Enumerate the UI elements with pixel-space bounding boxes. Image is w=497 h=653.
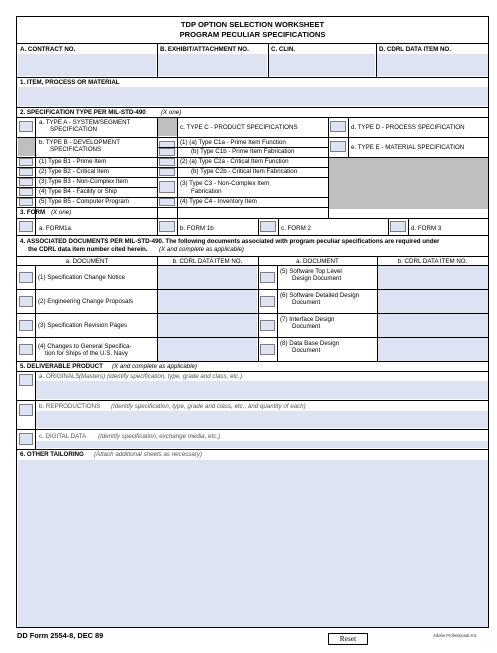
reproductions-field[interactable] xyxy=(36,411,488,428)
other-tailoring-label: 6. OTHER TAILORING xyxy=(20,451,84,458)
type-b3-label: (3) Type B3 - Non-Complex Item xyxy=(39,178,128,185)
assoc-doc-right-label-2: (6) Software Detailed Design xyxy=(280,292,360,299)
originals-field[interactable] xyxy=(36,381,488,399)
reset-button[interactable]: Reset xyxy=(328,633,368,645)
type-b2-label: (2) Type B2 - Critical Item xyxy=(39,168,110,175)
other-tailoring-note: (Attach additional sheets as necessary) xyxy=(94,451,202,458)
type-e-label: e. TYPE E - MATERIAL SPECIFICATION xyxy=(351,144,465,151)
assoc-doc-right-cdrl-field-1[interactable] xyxy=(378,266,488,289)
type-b4-checkbox[interactable] xyxy=(19,188,33,196)
type-a-label-line2: SPECIFICATION xyxy=(50,126,97,133)
doc-col-header-left: a. DOCUMENT xyxy=(65,258,109,265)
clin-label: C. CLIN. xyxy=(271,46,296,53)
type-c1b-label: (b) Type C1b - Prime Item Fabrication xyxy=(191,148,295,155)
reproductions-checkbox[interactable] xyxy=(19,404,33,416)
assoc-doc-right-label2-1: Design Document xyxy=(292,275,342,282)
item-process-label: 1. ITEM, PROCESS OR MATERIAL xyxy=(20,79,120,86)
form-identifier: DD Form 2554-8, DEC 89 xyxy=(17,631,104,640)
type-c2b-label: (b) Type C2b - Critical Item Fabrication xyxy=(191,168,298,175)
type-c1a-label: (1) (a) Type C1a - Prime Item Function xyxy=(180,139,286,146)
type-c-label: c. TYPE C - PRODUCT SPECIFICATIONS xyxy=(180,124,298,131)
worksheet-form xyxy=(16,16,489,628)
originals-label: a. ORIGINALS xyxy=(39,373,80,380)
cdrl-col-header-left: b. CDRL DATA ITEM NO. xyxy=(172,258,243,265)
assoc-doc-right-label2-4: Document xyxy=(292,347,321,354)
form3-checkbox[interactable] xyxy=(390,221,406,232)
assoc-doc-left-label-3: (3) Specification Revision Pages xyxy=(38,322,128,329)
assoc-doc-right-label-4: (8) Data Base Design xyxy=(280,340,340,347)
contract-no-label: A. CONTRACT NO. xyxy=(20,46,76,53)
type-c3-checkbox[interactable] xyxy=(159,181,175,193)
assoc-doc-left-cdrl-field-2[interactable] xyxy=(158,290,257,313)
digital-data-checkbox[interactable] xyxy=(19,433,33,445)
assoc-doc-right-cdrl-field-3[interactable] xyxy=(378,314,488,337)
digital-data-label: c. DIGITAL DATA xyxy=(39,433,87,440)
type-c4-checkbox[interactable] xyxy=(159,198,175,206)
assoc-doc-right-label-1: (5) Software Top Level xyxy=(280,268,342,275)
type-c3-label-line2: Fabrication xyxy=(191,188,222,195)
type-c4-label: (4) Type C4 - Inventory Item xyxy=(180,198,257,205)
form1a-checkbox[interactable] xyxy=(19,221,33,232)
form2-checkbox[interactable] xyxy=(260,221,276,232)
clin-field[interactable] xyxy=(269,54,375,76)
type-a-checkbox[interactable] xyxy=(19,121,33,132)
assoc-doc-left-label2-4: tion for Ships of the U.S. Navy xyxy=(45,350,128,357)
form1a-label: a. FORM1a xyxy=(39,225,71,232)
originals-checkbox[interactable] xyxy=(19,374,33,386)
assoc-doc-left-checkbox-2[interactable] xyxy=(19,296,33,307)
assoc-doc-right-label2-2: Document xyxy=(292,299,321,306)
type-d-label: d. TYPE D - PROCESS SPECIFICATION xyxy=(351,124,465,131)
assoc-doc-left-cdrl-field-3[interactable] xyxy=(158,314,257,337)
assoc-doc-right-label2-3: Document xyxy=(292,323,321,330)
spec-type-note: (X one) xyxy=(161,109,182,116)
type-c1b-checkbox[interactable] xyxy=(159,148,175,156)
assoc-doc-right-checkbox-4[interactable] xyxy=(260,344,275,355)
doc-col-header-right: a. DOCUMENT xyxy=(296,258,339,265)
digital-data-note: (Identify specification, exchange media, etc.) xyxy=(98,433,221,440)
type-a-label-line1: a. TYPE A - SYSTEM/SEGMENT xyxy=(39,119,131,126)
item-process-field[interactable] xyxy=(18,87,488,106)
exhibit-no-field[interactable] xyxy=(158,54,267,76)
contract-no-field[interactable] xyxy=(18,54,156,76)
type-b1-checkbox[interactable] xyxy=(19,158,33,166)
exhibit-no-label: B. EXHIBIT/ATTACHMENT NO. xyxy=(160,46,249,53)
cdrl-no-field[interactable] xyxy=(377,54,488,76)
adobe-version: Adobe Professional 8.0 xyxy=(433,633,477,638)
reproductions-label: b. REPRODUCTIONS xyxy=(39,403,101,410)
assoc-doc-right-checkbox-1[interactable] xyxy=(260,272,275,283)
type-c2a-label: (2) (a) Type C2a - Critical Item Function xyxy=(180,158,289,165)
type-c-shaded xyxy=(158,118,177,136)
type-c3-label-line1: (3) Type C3 - Non-Complex Item xyxy=(180,180,270,187)
type-b2-checkbox[interactable] xyxy=(19,168,33,176)
type-b4-label: (4) Type B4 - Facility or Ship xyxy=(39,188,117,195)
digital-data-field[interactable] xyxy=(36,441,488,448)
assoc-doc-left-label-2: (2) Engineering Change Proposals xyxy=(38,298,133,305)
other-tailoring-field[interactable] xyxy=(18,460,488,627)
spec-type-shaded-area xyxy=(329,158,488,209)
assoc-doc-left-label-1: (1) Specification Change Notice xyxy=(38,274,126,281)
deliverable-label: 5. DELIVERABLE PRODUCT xyxy=(20,363,103,370)
deliverable-note: (X and complete as applicable) xyxy=(112,363,197,370)
type-b-label-line2: SPECIFICATIONS xyxy=(50,146,102,153)
form3-label: d. FORM 3 xyxy=(411,225,442,232)
assoc-docs-label: 4. ASSOCIATED DOCUMENTS PER MIL-STD-490. The following documents associated with program peculiar specifications are required under xyxy=(20,238,440,245)
assoc-doc-left-label-4: (4) Changes to General Specifica- xyxy=(38,343,132,350)
assoc-doc-left-checkbox-1[interactable] xyxy=(19,272,33,283)
type-c2a-checkbox[interactable] xyxy=(159,158,175,166)
type-c2b-checkbox[interactable] xyxy=(159,168,175,176)
assoc-doc-right-checkbox-2[interactable] xyxy=(260,296,275,307)
type-b5-checkbox[interactable] xyxy=(19,198,33,206)
type-b5-label: (5) Type B5 - Computer Program xyxy=(39,198,129,205)
spec-type-label: 2. SPECIFICATION TYPE PER MIL-STD-490 xyxy=(20,109,146,116)
type-b-label-line1: b. TYPE B - DEVELOPMENT xyxy=(39,139,121,146)
form-note: (X one) xyxy=(51,209,72,216)
form-label: 3. FORM xyxy=(20,209,46,216)
type-e-checkbox[interactable] xyxy=(330,141,346,152)
form2-label: c. FORM 2 xyxy=(281,225,311,232)
reproductions-note: (Identify specification, type, grade and class, etc., and quantity of each) xyxy=(111,403,306,410)
type-b1-label: (1) Type B1 - Prime Item xyxy=(39,158,107,165)
assoc-doc-left-checkbox-3[interactable] xyxy=(19,320,33,331)
form1b-checkbox[interactable] xyxy=(159,221,175,232)
assoc-doc-right-label-3: (7) Interface Design xyxy=(280,316,335,323)
assoc-doc-left-cdrl-field-1[interactable] xyxy=(158,266,257,289)
originals-note: (Masters) (identify specification, type, grade and class, etc.) xyxy=(79,373,243,380)
type-b3-checkbox[interactable] xyxy=(19,178,33,186)
type-b-shaded xyxy=(18,138,35,156)
assoc-doc-right-cdrl-field-4[interactable] xyxy=(378,338,488,361)
cdrl-col-header-right: b. CDRL DATA ITEM NO. xyxy=(397,258,468,265)
assoc-docs-note: (X and complete as applicable) xyxy=(159,246,244,253)
assoc-doc-right-cdrl-field-2[interactable] xyxy=(378,290,488,313)
form-title-line1: TDP OPTION SELECTION WORKSHEET xyxy=(180,20,325,29)
form1b-label: b. FORM 1b xyxy=(180,225,214,232)
assoc-doc-left-checkbox-4[interactable] xyxy=(19,344,33,355)
assoc-doc-left-cdrl-field-4[interactable] xyxy=(158,338,257,361)
type-d-checkbox[interactable] xyxy=(330,121,346,132)
form-title-line2: PROGRAM PECULIAR SPECIFICATIONS xyxy=(179,30,326,39)
assoc-doc-right-checkbox-3[interactable] xyxy=(260,320,275,331)
cdrl-no-label: D. CDRL DATA ITEM NO. xyxy=(379,46,451,53)
assoc-docs-label-line2: the CDRL data item number cited herein. xyxy=(28,246,148,253)
